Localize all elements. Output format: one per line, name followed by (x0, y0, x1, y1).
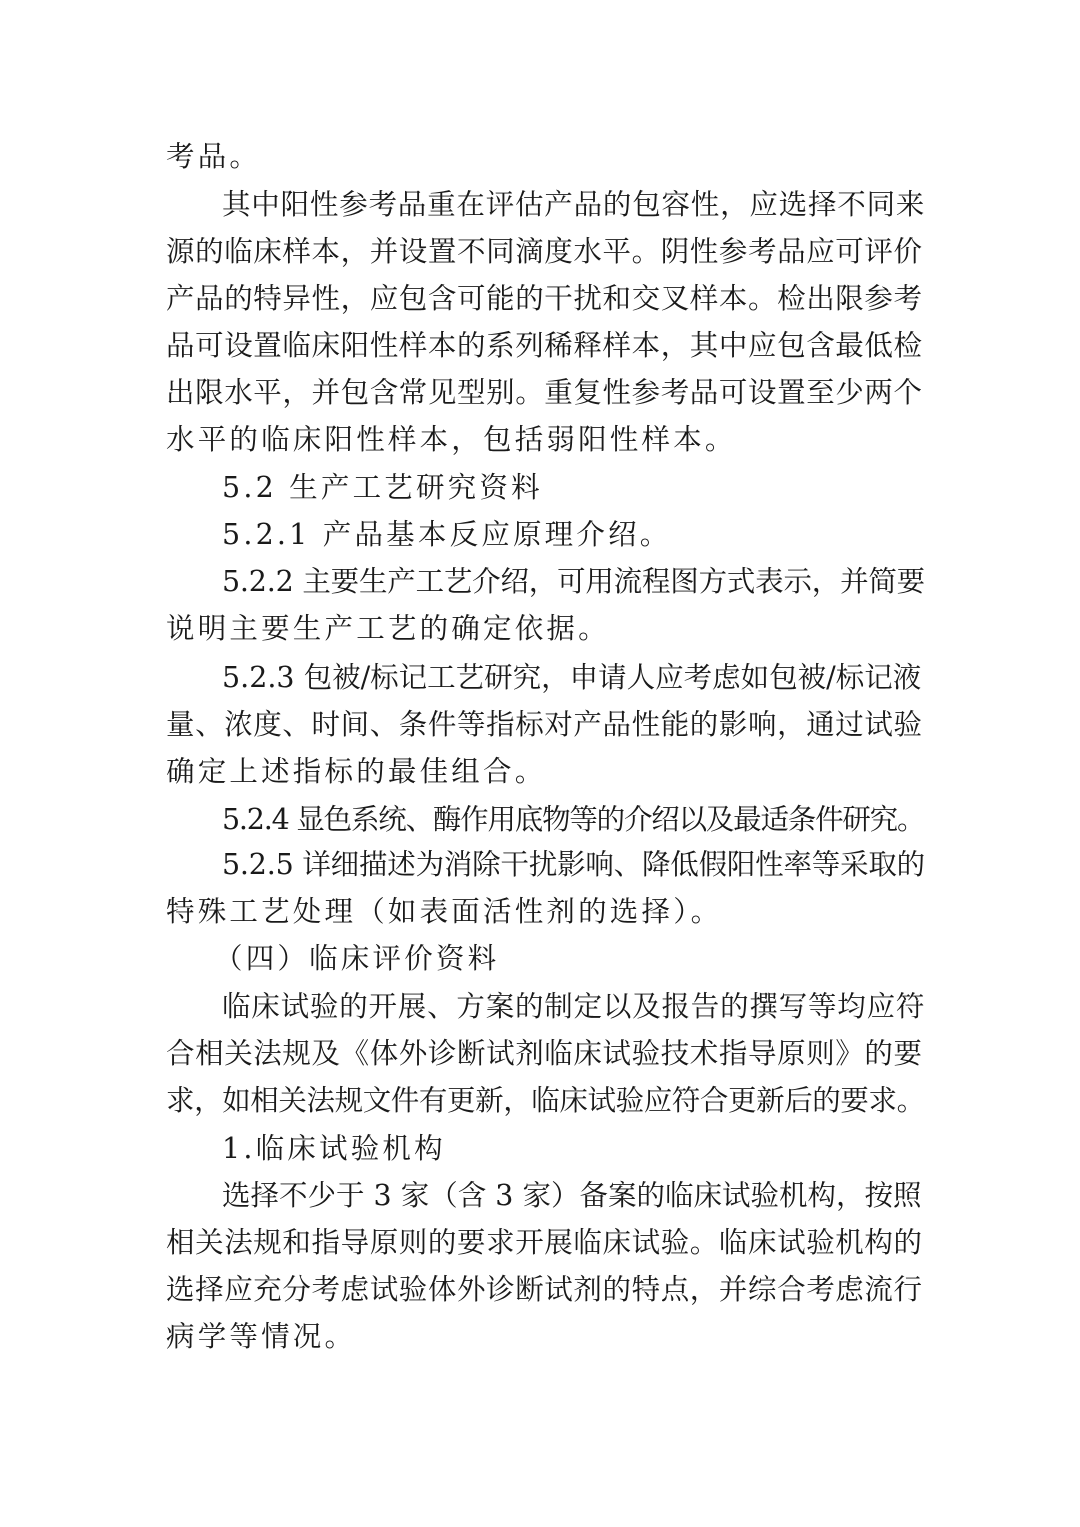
text-line: 确定上述指标的最佳组合。 (166, 755, 547, 788)
text-line: 量、浓度、时间、条件等指标对产品性能的影响，通过试验 (166, 708, 923, 741)
text-line: 水平的临床阳性样本，包括弱阳性样本。 (166, 423, 737, 456)
paragraph-start: 临床试验的开展、方案的制定以及报告的撰写等均应符 (222, 990, 926, 1023)
section-heading: 1.临床试验机构 (222, 1132, 446, 1165)
subsection-item: 5.2.3 包被/标记工艺研究，申请人应考虑如包被/标记液 (222, 661, 922, 694)
text-line: 选择应充分考虑试验体外诊断试剂的特点，并综合考虑流行 (166, 1273, 923, 1306)
subsection-item: 5.2.4 显色系统、酶作用底物等的介绍以及最适条件研究。 (222, 803, 925, 836)
text-line: 品可设置临床阳性样本的系列稀释样本，其中应包含最低检 (166, 329, 923, 362)
paragraph-start: 选择不少于 3 家（含 3 家）备案的临床试验机构，按照 (222, 1179, 922, 1212)
text-line: 相关法规和指导原则的要求开展临床试验。临床试验机构的 (166, 1226, 923, 1259)
text-line: 求，如相关法规文件有更新，临床试验应符合更新后的要求。 (166, 1084, 925, 1117)
section-heading: （四）临床评价资料 (214, 942, 500, 975)
subsection-item: 5.2.1 产品基本反应原理介绍。 (222, 518, 672, 551)
section-heading: 5.2 生产工艺研究资料 (222, 471, 543, 504)
text-line: 说明主要生产工艺的确定依据。 (166, 612, 610, 645)
subsection-item: 5.2.5 详细描述为消除干扰影响、降低假阳性率等采取的 (222, 848, 925, 881)
text-line: 考品。 (166, 140, 262, 173)
text-line: 产品的特异性，应包含可能的干扰和交叉样本。检出限参考 (166, 282, 923, 315)
text-line: 特殊工艺处理（如表面活性剂的选择）。 (166, 895, 723, 928)
text-line: 出限水平，并包含常见型别。重复性参考品可设置至少两个 (166, 376, 923, 409)
paragraph-start: 其中阳性参考品重在评估产品的包容性，应选择不同来 (222, 188, 926, 221)
text-line: 合相关法规及《体外诊断试剂临床试验技术指导原则》的要 (166, 1037, 923, 1070)
text-line: 源的临床样本，并设置不同滴度水平。阴性参考品应可评价 (166, 235, 923, 268)
subsection-item: 5.2.2 主要生产工艺介绍，可用流程图方式表示，并简要 (222, 565, 925, 598)
text-line: 病学等情况。 (166, 1320, 357, 1353)
